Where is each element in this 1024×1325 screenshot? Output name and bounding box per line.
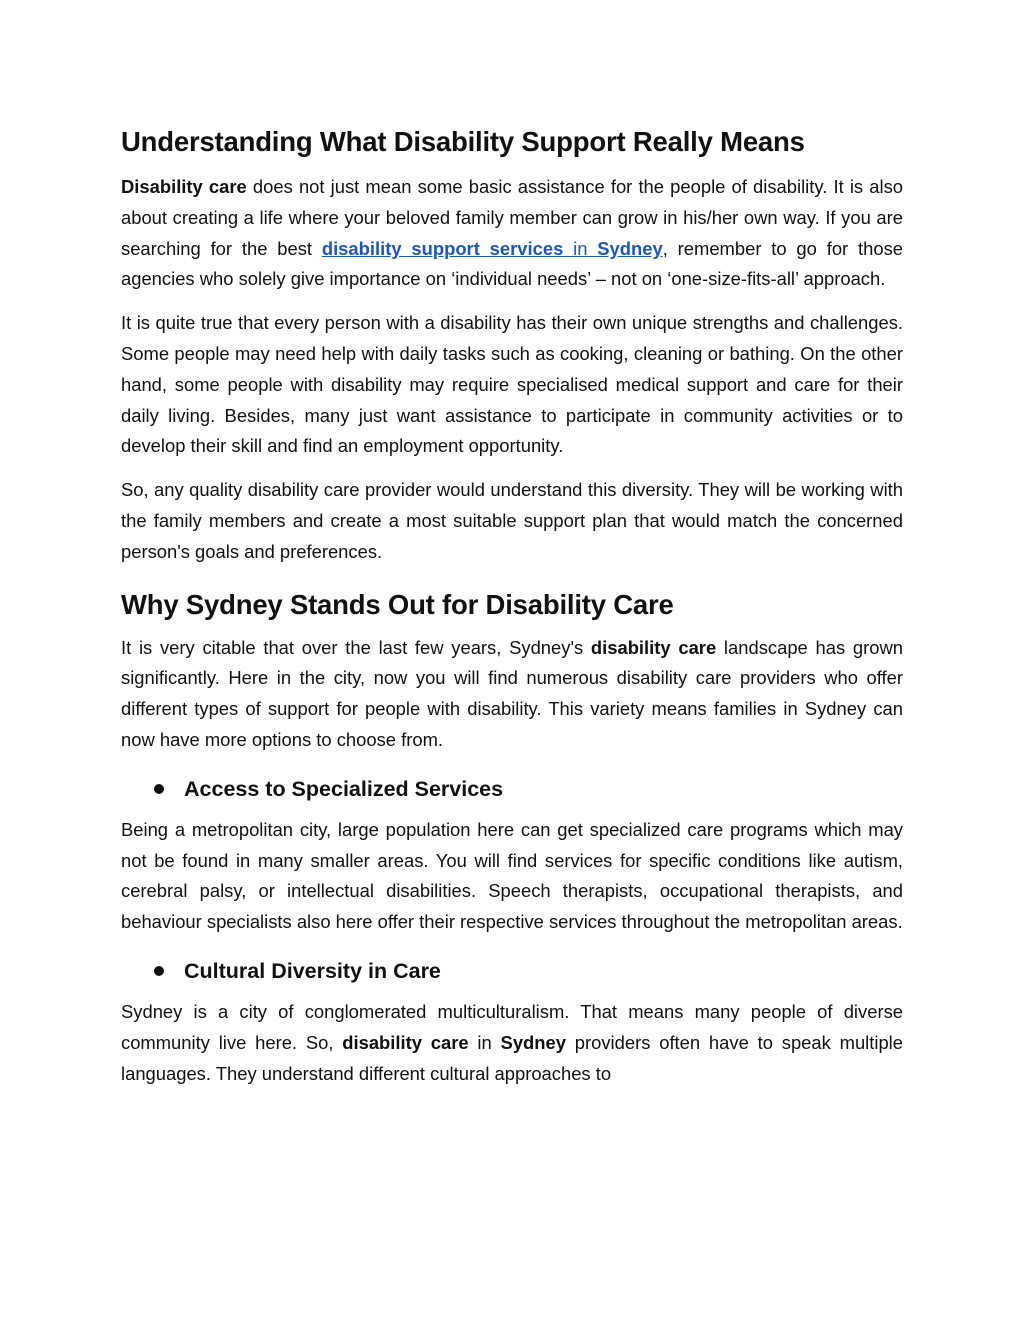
bold-term-disability-care: disability care bbox=[342, 1031, 469, 1053]
section-heading-why-sydney: Why Sydney Stands Out for Disability Care bbox=[121, 588, 674, 620]
bullet-heading-label: Access to Specialized Services bbox=[184, 776, 504, 801]
bullet-heading-label: Cultural Diversity in Care bbox=[184, 958, 441, 983]
bullet-dot-icon bbox=[154, 784, 164, 794]
paragraph-text: landscape has grown significantly. Here in the city, now you will find numerous disability care providers who offer different types of support for people with disability. This variety means families in Sydney can now have more options to choose from. bbox=[121, 636, 903, 750]
bullet-dot-icon bbox=[154, 966, 164, 976]
bold-term-sydney: Sydney bbox=[500, 1031, 566, 1053]
link-space-in[interactable]: in bbox=[563, 237, 598, 259]
paragraph-specialized-services: Being a metropolitan city, large population here can get specialized care programs which may not be found in many smaller areas. You will find services for specific conditions like autism, cerebral palsy, or intellectual disabilities. Speech therapists, occupational therapists, and behaviour specialists also here offer their respective services throughout the metropolitan areas. bbox=[121, 818, 903, 933]
paragraph-quality-provider: So, any quality disability care provider would understand this diversity. They will be working with the family members and create a most suitable support plan that would match the concerned person's goals and preferences. bbox=[121, 479, 903, 562]
paragraph-text: Sydney is a city of conglomerated multiculturalism. That means many people of diverse community live here. So, bbox=[121, 1000, 903, 1053]
link-disability-support-services[interactable]: disability support services bbox=[321, 237, 564, 259]
paragraph-unique-strengths: It is quite true that every person with a disability has their own unique strengths and challenges. Some people may need help with daily tasks such as cooking, cleaning or bathing. On the other hand, some people with disability may require specialised medical support and care for their daily living. Besides, many just want assistance to participate in community activities or to develop their skill and find an employment opportunity. bbox=[121, 312, 903, 457]
document-page bbox=[121, 118, 903, 1102]
bullet-heading-cultural-diversity bbox=[121, 951, 903, 991]
paragraph-sydney-landscape bbox=[121, 633, 903, 756]
paragraph-text: does not just mean some basic assistance for the people of disability. It is also about creating a life where your beloved family member can grow in his/her own way. If you are searching for the best bbox=[121, 176, 903, 259]
paragraph-text: in bbox=[468, 1031, 501, 1053]
paragraph-text: , remember to go for those agencies who solely give importance on ‘individual needs’ – not on ‘one-size-fits-all’ approach. bbox=[121, 237, 903, 290]
paragraph-disability-care-intro bbox=[121, 172, 903, 295]
bold-term-disability-care: Disability care bbox=[121, 176, 247, 197]
bold-term-disability-care: disability care bbox=[590, 636, 717, 658]
bullet-heading-specialized-services bbox=[121, 769, 903, 809]
paragraph-text: It is very citable that over the last few years, Sydney's bbox=[121, 636, 591, 658]
link-sydney[interactable]: Sydney bbox=[597, 237, 663, 259]
paragraph-text: providers often have to speak multiple languages. They understand different cultural approaches to bbox=[121, 1031, 903, 1084]
section-heading-understanding: Understanding What Disability Support Really Means bbox=[121, 126, 805, 157]
paragraph-cultural-diversity bbox=[121, 997, 903, 1089]
